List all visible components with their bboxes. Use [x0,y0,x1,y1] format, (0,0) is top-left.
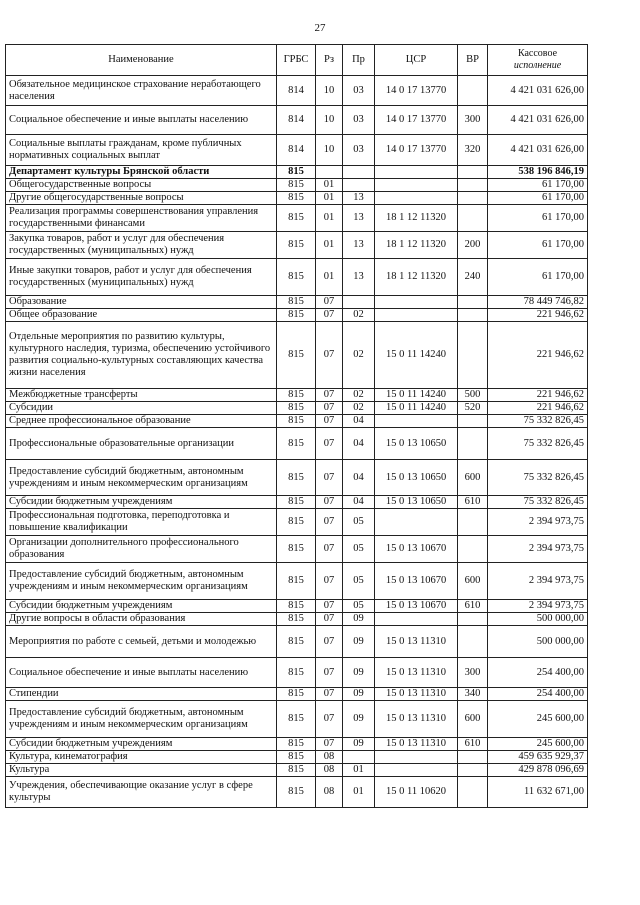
cell-grbs: 815 [277,415,316,428]
cell-csr: 18 1 12 11320 [375,205,458,232]
cell-exec: 75 332 826,45 [488,460,588,496]
cell-rz: 07 [316,415,343,428]
cell-csr [375,415,458,428]
cell-csr: 18 1 12 11320 [375,232,458,259]
cell-vr [458,322,488,389]
cell-name: Общее образование [6,309,277,322]
table-row [6,322,588,389]
cell-rz: 07 [316,509,343,536]
cell-csr: 15 0 13 10650 [375,460,458,496]
cell-csr: 15 0 11 14240 [375,402,458,415]
cell-vr [458,626,488,658]
cell-name: Отдельные мероприятия по развитию культуры, культурного наследия, туризма, обеспечению устойчивого развития социально-культурных составляющих качества жизни населения [6,322,277,389]
cell-vr [458,751,488,764]
cell-grbs: 815 [277,296,316,309]
cell-grbs: 815 [277,701,316,738]
cell-exec: 500 000,00 [488,613,588,626]
cell-vr [458,205,488,232]
table-row [6,509,588,536]
cell-grbs: 815 [277,205,316,232]
cell-rz: 08 [316,777,343,808]
table-row [6,428,588,460]
cell-rz [316,166,343,179]
cell-name: Общегосударственные вопросы [6,179,277,192]
cell-name: Организации дополнительного профессионального образования [6,536,277,563]
cell-grbs: 814 [277,106,316,135]
header-vr: ВР [458,45,488,76]
cell-grbs: 815 [277,402,316,415]
cell-csr [375,192,458,205]
cell-rz: 08 [316,751,343,764]
cell-csr: 15 0 11 10620 [375,777,458,808]
cell-rz: 07 [316,322,343,389]
cell-grbs: 815 [277,496,316,509]
cell-vr: 520 [458,402,488,415]
cell-rz: 07 [316,496,343,509]
cell-grbs: 815 [277,751,316,764]
cell-pr: 09 [343,688,375,701]
cell-vr [458,777,488,808]
cell-vr [458,415,488,428]
cell-csr: 15 0 13 11310 [375,701,458,738]
cell-rz: 07 [316,701,343,738]
cell-exec: 538 196 846,19 [488,166,588,179]
cell-grbs: 815 [277,626,316,658]
cell-exec: 254 400,00 [488,658,588,688]
cell-exec: 75 332 826,45 [488,496,588,509]
cell-grbs: 814 [277,76,316,106]
cell-pr: 01 [343,764,375,777]
cell-name: Культура, кинематография [6,751,277,764]
table-row [6,536,588,563]
cell-name: Субсидии [6,402,277,415]
cell-name: Субсидии бюджетным учреждениям [6,496,277,509]
cell-exec: 4 421 031 626,00 [488,76,588,106]
cell-name: Профессиональные образовательные организации [6,428,277,460]
table-row [6,701,588,738]
cell-rz: 08 [316,764,343,777]
cell-csr: 15 0 13 11310 [375,626,458,658]
cell-exec: 61 170,00 [488,205,588,232]
table-row [6,460,588,496]
cell-exec: 11 632 671,00 [488,777,588,808]
cell-csr: 15 0 13 10650 [375,496,458,509]
cell-exec: 221 946,62 [488,309,588,322]
cell-rz: 07 [316,626,343,658]
header-csr: ЦСР [375,45,458,76]
cell-pr: 02 [343,402,375,415]
cell-pr: 02 [343,322,375,389]
cell-name: Профессиональная подготовка, переподготовка и повышение квалификации [6,509,277,536]
cell-name: Учреждения, обеспечивающие оказание услуг в сфере культуры [6,777,277,808]
cell-csr [375,613,458,626]
table-row [6,389,588,402]
cell-exec: 61 170,00 [488,259,588,296]
table-row [6,232,588,259]
cell-name: Другие общегосударственные вопросы [6,192,277,205]
cell-rz: 07 [316,600,343,613]
cell-exec: 221 946,62 [488,389,588,402]
cell-name: Образование [6,296,277,309]
budget-table [5,44,588,808]
cell-rz: 01 [316,192,343,205]
cell-rz: 07 [316,389,343,402]
cell-rz: 07 [316,688,343,701]
cell-pr: 05 [343,509,375,536]
cell-vr: 240 [458,259,488,296]
cell-rz: 07 [316,428,343,460]
cell-csr: 15 0 11 14240 [375,322,458,389]
cell-grbs: 815 [277,563,316,600]
cell-pr: 02 [343,389,375,402]
cell-name: Субсидии бюджетным учреждениям [6,738,277,751]
cell-pr: 04 [343,428,375,460]
table-row [6,626,588,658]
cell-vr [458,192,488,205]
cell-pr: 13 [343,205,375,232]
cell-exec: 4 421 031 626,00 [488,106,588,135]
table-row [6,166,588,179]
table-row [6,402,588,415]
table-row [6,496,588,509]
header-grbs: ГРБС [277,45,316,76]
cell-name: Закупка товаров, работ и услуг для обеспечения государственных (муниципальных) нужд [6,232,277,259]
cell-name: Другие вопросы в области образования [6,613,277,626]
cell-vr: 200 [458,232,488,259]
cell-grbs: 815 [277,613,316,626]
cell-rz: 07 [316,536,343,563]
table-row [6,259,588,296]
cell-rz: 07 [316,309,343,322]
cell-rz: 10 [316,135,343,166]
cell-name: Культура [6,764,277,777]
cell-pr: 04 [343,496,375,509]
cell-exec: 245 600,00 [488,701,588,738]
cell-csr [375,751,458,764]
cell-grbs: 815 [277,688,316,701]
cell-vr: 610 [458,600,488,613]
cell-rz: 01 [316,205,343,232]
cell-exec: 2 394 973,75 [488,509,588,536]
cell-rz: 07 [316,402,343,415]
cell-csr [375,179,458,192]
cell-csr: 15 0 13 10670 [375,536,458,563]
cell-csr: 15 0 13 11310 [375,738,458,751]
cell-csr: 14 0 17 13770 [375,106,458,135]
table-row [6,688,588,701]
table-row [6,106,588,135]
cell-csr: 15 0 13 11310 [375,688,458,701]
cell-csr: 14 0 17 13770 [375,135,458,166]
cell-pr: 09 [343,626,375,658]
cell-csr [375,764,458,777]
cell-vr: 610 [458,738,488,751]
cell-vr [458,536,488,563]
cell-pr: 05 [343,600,375,613]
cell-vr [458,428,488,460]
cell-vr: 600 [458,701,488,738]
cell-name: Стипендии [6,688,277,701]
cell-pr: 09 [343,613,375,626]
cell-grbs: 814 [277,135,316,166]
cell-vr [458,76,488,106]
cell-pr [343,751,375,764]
cell-name: Субсидии бюджетным учреждениям [6,600,277,613]
cell-name: Социальное обеспечение и иные выплаты населению [6,106,277,135]
table-row [6,179,588,192]
cell-pr: 13 [343,192,375,205]
header-rz: Рз [316,45,343,76]
cell-exec: 2 394 973,75 [488,563,588,600]
header-name: Наименование [6,45,277,76]
cell-name: Социальное обеспечение и иные выплаты населению [6,658,277,688]
table-row [6,309,588,322]
header-exec-line1: Кассовое [517,48,558,59]
table-row [6,563,588,600]
cell-exec: 221 946,62 [488,402,588,415]
cell-name: Предоставление субсидий бюджетным, автономным учреждениям и иным некоммерческим организациям [6,460,277,496]
cell-name: Мероприятия по работе с семьей, детьми и молодежью [6,626,277,658]
cell-grbs: 815 [277,600,316,613]
cell-rz: 07 [316,658,343,688]
page-number: 27 [314,22,326,34]
cell-vr [458,166,488,179]
cell-name: Обязательное медицинское страхование неработающего населения [6,76,277,106]
cell-exec: 75 332 826,45 [488,428,588,460]
cell-exec: 61 170,00 [488,179,588,192]
table-row [6,738,588,751]
table-row [6,205,588,232]
cell-grbs: 815 [277,764,316,777]
cell-exec: 61 170,00 [488,192,588,205]
cell-exec: 4 421 031 626,00 [488,135,588,166]
cell-name: Предоставление субсидий бюджетным, автономным учреждениям и иным некоммерческим организациям [6,701,277,738]
cell-exec: 2 394 973,75 [488,536,588,563]
cell-exec: 459 635 929,37 [488,751,588,764]
cell-vr [458,179,488,192]
cell-grbs: 815 [277,179,316,192]
cell-csr: 15 0 13 10670 [375,563,458,600]
cell-pr: 05 [343,536,375,563]
cell-pr: 03 [343,76,375,106]
cell-exec: 78 449 746,82 [488,296,588,309]
cell-exec: 221 946,62 [488,322,588,389]
cell-grbs: 815 [277,309,316,322]
cell-rz: 01 [316,259,343,296]
table-row [6,751,588,764]
cell-rz: 07 [316,296,343,309]
cell-pr: 09 [343,658,375,688]
cell-exec: 61 170,00 [488,232,588,259]
cell-exec: 2 394 973,75 [488,600,588,613]
cell-vr: 600 [458,460,488,496]
cell-csr: 15 0 13 10670 [375,600,458,613]
cell-grbs: 815 [277,166,316,179]
table-row [6,600,588,613]
cell-pr [343,296,375,309]
cell-csr: 18 1 12 11320 [375,259,458,296]
cell-name: Иные закупки товаров, работ и услуг для обеспечения государственных (муниципальных) нужд [6,259,277,296]
header-row [6,45,588,76]
cell-pr: 02 [343,309,375,322]
cell-vr [458,764,488,777]
cell-vr: 500 [458,389,488,402]
cell-grbs: 815 [277,777,316,808]
cell-csr [375,309,458,322]
cell-name: Среднее профессиональное образование [6,415,277,428]
cell-pr: 13 [343,259,375,296]
table-row [6,777,588,808]
cell-vr: 600 [458,563,488,600]
cell-vr: 300 [458,106,488,135]
cell-name: Департамент культуры Брянской области [6,166,277,179]
cell-grbs: 815 [277,658,316,688]
cell-exec: 245 600,00 [488,738,588,751]
cell-rz: 01 [316,179,343,192]
cell-rz: 01 [316,232,343,259]
cell-name: Предоставление субсидий бюджетным, автономным учреждениям и иным некоммерческим организациям [6,563,277,600]
cell-pr: 13 [343,232,375,259]
cell-csr [375,509,458,536]
table-row [6,76,588,106]
cell-grbs: 815 [277,232,316,259]
cell-vr: 320 [458,135,488,166]
cell-exec: 254 400,00 [488,688,588,701]
cell-exec: 429 878 096,69 [488,764,588,777]
cell-grbs: 815 [277,322,316,389]
cell-rz: 07 [316,460,343,496]
table-row [6,415,588,428]
cell-csr: 15 0 11 14240 [375,389,458,402]
cell-csr: 14 0 17 13770 [375,76,458,106]
cell-csr [375,296,458,309]
cell-grbs: 815 [277,536,316,563]
cell-pr: 09 [343,738,375,751]
header-pr: Пр [343,45,375,76]
cell-csr [375,166,458,179]
cell-pr: 01 [343,777,375,808]
cell-rz: 07 [316,563,343,600]
header-exec-line2: исполнение [513,60,562,71]
cell-name: Межбюджетные трансферты [6,389,277,402]
cell-exec: 500 000,00 [488,626,588,658]
cell-pr: 04 [343,460,375,496]
cell-vr [458,296,488,309]
cell-csr: 15 0 13 11310 [375,658,458,688]
cell-vr: 340 [458,688,488,701]
cell-csr: 15 0 13 10650 [375,428,458,460]
cell-name: Реализация программы совершенствования управления государственными финансами [6,205,277,232]
table-row [6,658,588,688]
cell-pr: 04 [343,415,375,428]
cell-grbs: 815 [277,738,316,751]
cell-rz: 07 [316,738,343,751]
table-row [6,135,588,166]
cell-vr [458,309,488,322]
cell-grbs: 815 [277,428,316,460]
cell-rz: 10 [316,76,343,106]
cell-grbs: 815 [277,259,316,296]
cell-rz: 10 [316,106,343,135]
cell-pr: 05 [343,563,375,600]
table-row [6,296,588,309]
table-row [6,764,588,777]
cell-pr [343,179,375,192]
cell-grbs: 815 [277,389,316,402]
table-row [6,192,588,205]
cell-pr: 03 [343,106,375,135]
cell-grbs: 815 [277,192,316,205]
header-exec [488,45,588,76]
cell-pr: 03 [343,135,375,166]
table-row [6,613,588,626]
cell-vr [458,509,488,536]
cell-vr [458,613,488,626]
cell-grbs: 815 [277,509,316,536]
cell-vr: 300 [458,658,488,688]
cell-grbs: 815 [277,460,316,496]
cell-rz: 07 [316,613,343,626]
cell-exec: 75 332 826,45 [488,415,588,428]
cell-name: Социальные выплаты гражданам, кроме публичных нормативных социальных выплат [6,135,277,166]
cell-pr: 09 [343,701,375,738]
cell-pr [343,166,375,179]
cell-vr: 610 [458,496,488,509]
